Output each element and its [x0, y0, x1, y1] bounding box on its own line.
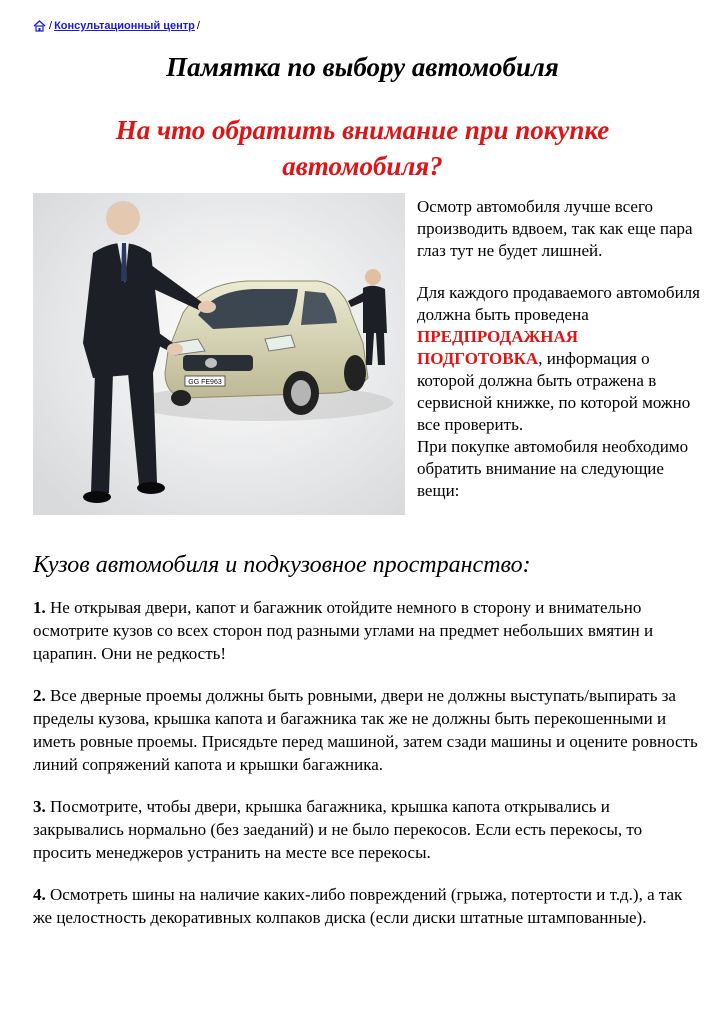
intro-paragraph-3: При покупке автомобиля необходимо обратить внимание на следующие вещи:: [417, 437, 689, 500]
page-subtitle: На что обратить внимание при покупке автомобиля?: [115, 115, 610, 181]
list-item: 3. Посмотрите, чтобы двери, крышка багажника, крышка капота открывались и закрывались нормально (без заеданий) и не было перекосов. Если есть перекосы, то просить менеджеров устранить на месте все перекосы.: [33, 797, 643, 862]
license-plate: GG FE963: [188, 379, 222, 386]
breadcrumb-separator-end: /: [196, 20, 200, 32]
list-item: 1. Не открывая двери, капот и багажник отойдите немного в сторону и внимательно осмотрите кузов со всех сторон под разными углами на предмет небольших вмятин и царапин. Они не редкость!: [33, 598, 654, 663]
intro-paragraph-1: Осмотр автомобиля лучше всего производить вдвоем, так как еще пара глаз тут не будет лишней.: [417, 197, 693, 260]
breadcrumb: [33, 20, 202, 32]
intro-text: [417, 196, 707, 522]
list-item: 2. Все дверные проемы должны быть ровными, двери не должны выступать/выпирать за пределы кузова, крышка капота и багажника так же не должны быть перекошенными и иметь ровные проемы. Присядьте перед машиной, затем сзади машины и оцените ровность линий сопряжений капота и крышки багажника.: [33, 686, 698, 774]
list-item: 4. Осмотреть шины на наличие каких-либо повреждений (грыжа, потертости и т.д.), а так же целостность декоративных колпаков диска (если диски штатные штампованные).: [33, 885, 683, 927]
car-inspection-photo: [33, 193, 405, 515]
presale-preparation-highlight: ПРЕДПРОДАЖНАЯ ПОДГОТОВКА: [417, 327, 579, 368]
checklist: [33, 596, 703, 948]
breadcrumb-link-consulting-center[interactable]: Консультационный центр: [54, 20, 195, 32]
section-title: Кузов автомобиля и подкузовное пространство:: [33, 552, 531, 578]
page-title: Памятка по выбору автомобиля: [166, 52, 559, 82]
intro-paragraph-2: Для каждого продаваемого автомобиля должна быть проведена ПРЕДПРОДАЖНАЯ ПОДГОТОВКА, информация о которой должна быть отражена в сервисной книжке, по которой можно все проверить.: [417, 283, 700, 434]
home-icon[interactable]: [33, 20, 46, 32]
breadcrumb-separator: /: [49, 20, 53, 32]
